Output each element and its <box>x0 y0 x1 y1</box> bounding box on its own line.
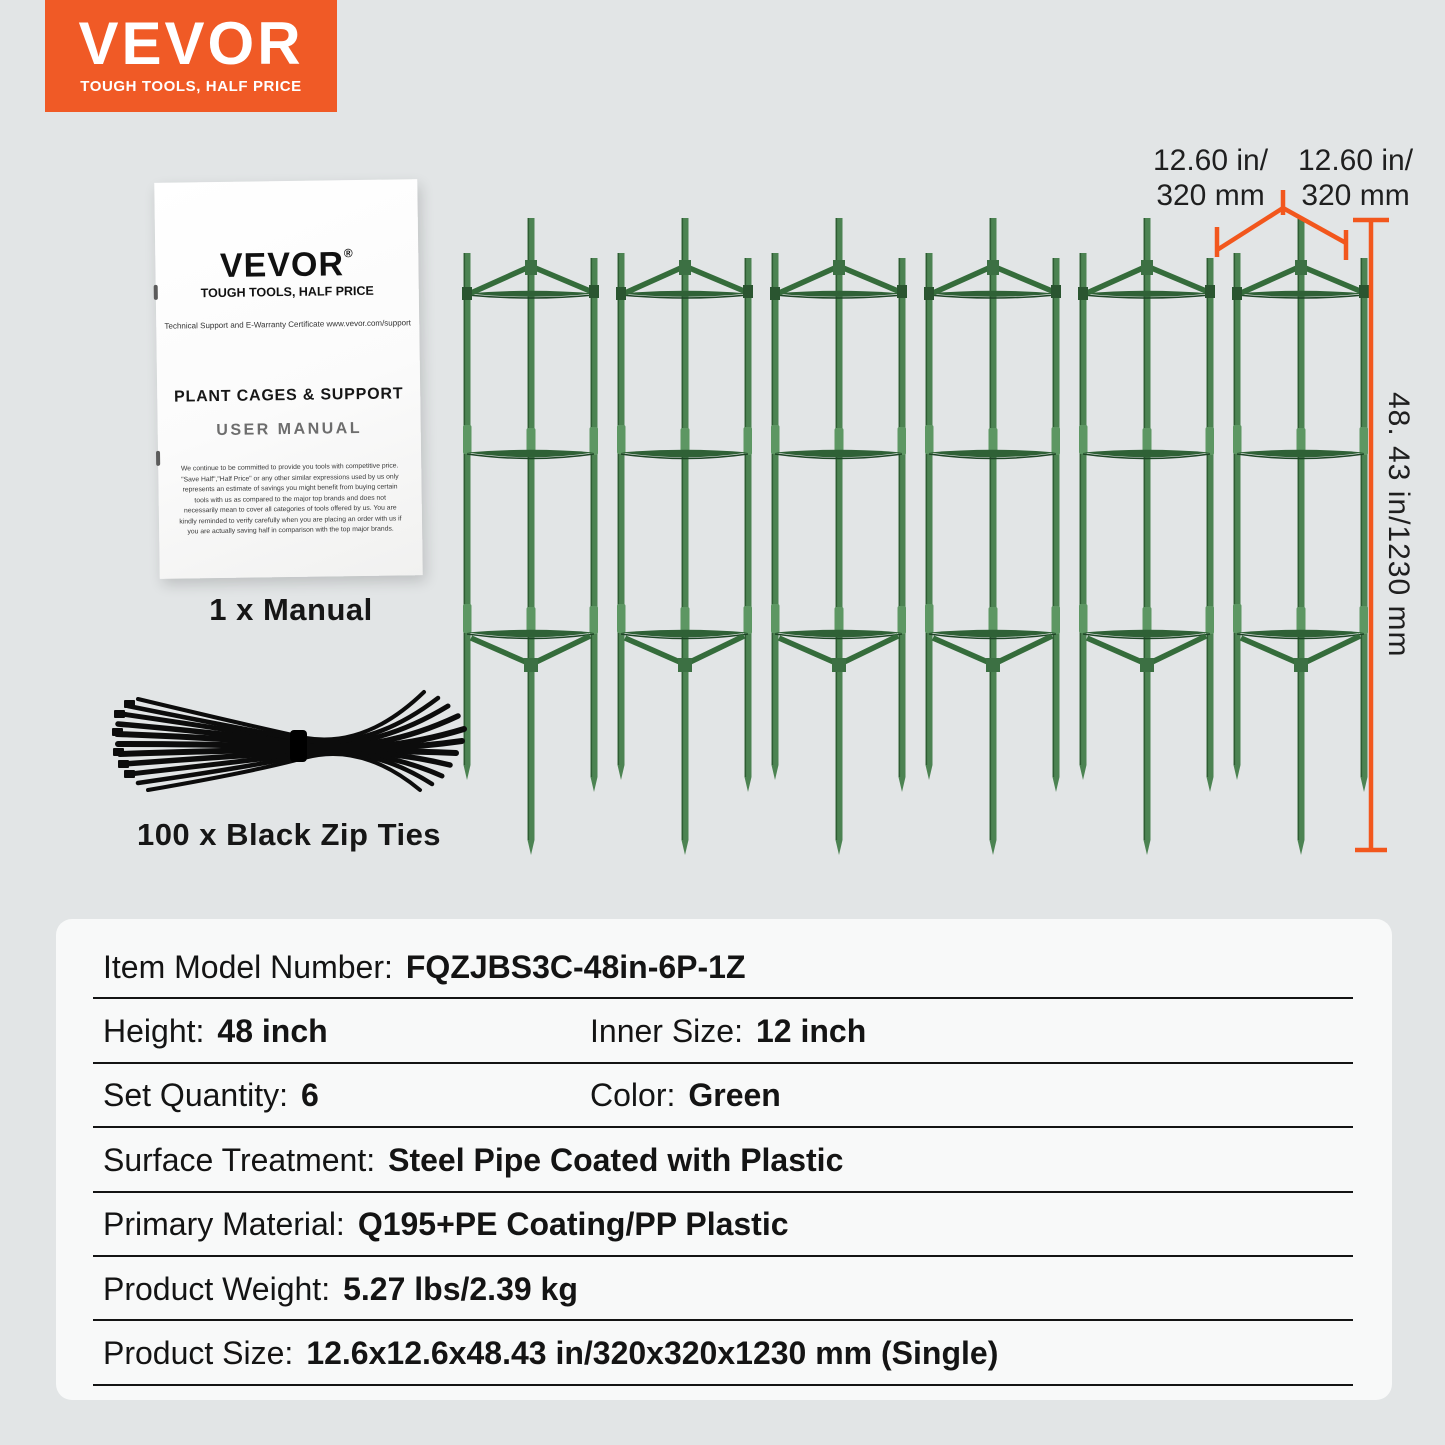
staple <box>156 451 160 466</box>
vevor-logo <box>45 0 337 112</box>
zip-ties-bundle <box>112 692 464 790</box>
manual-title: PLANT CAGES & SUPPORT <box>173 385 404 406</box>
table-row <box>56 1257 1392 1321</box>
spec-table <box>56 919 1392 1400</box>
dimension-label-width-left: 12.60 in/ 320 mm <box>1152 144 1269 212</box>
table-row <box>56 1064 1392 1128</box>
spec-item-model-number: Item Model Number: FQZJBS3C-48in-6P-1Z <box>103 948 746 985</box>
staple <box>154 285 158 300</box>
spec-surface-treatment: Surface Treatment: Steel Pipe Coated with Plastic <box>103 1141 844 1178</box>
dimension-label-height: 48. 43 in/1230 mm <box>1382 392 1415 658</box>
plant-cage <box>616 218 753 855</box>
user-manual <box>154 179 423 579</box>
dimension-label-width-right: 12.60 in/ 320 mm <box>1297 144 1414 212</box>
vevor-logo-text: VEVOR <box>78 10 304 77</box>
table-row <box>56 1321 1392 1385</box>
spec-product-size: Product Size: 12.6x12.6x48.43 in/320x320x1230 mm (Single) <box>103 1335 999 1372</box>
spec-set-quantity: Set Quantity: 6 <box>103 1077 319 1114</box>
plant-cage <box>924 218 1061 855</box>
spec-height: Height: 48 inch <box>103 1013 328 1050</box>
spec-color: Color: Green <box>590 1077 781 1114</box>
table-row <box>56 1193 1392 1257</box>
manual-fine-print: We continue to be committed to provide you tools with competitive price. "Save Half","Half Price" or any other similar expressions used by us only represents an estimate of savings you might benefit from buying certain tools with us as compared to the major top brands and does not necessarily mean to cover all categories of tools offered by us. You are kindly reminded to verify carefully when you are placing an order with us if you are actually saving half in comparison with the top major brands. <box>179 462 402 536</box>
manual-brand: VEVOR® <box>219 245 354 285</box>
spec-inner-size: Inner Size: 12 inch <box>590 1013 867 1050</box>
plant-cage <box>770 218 907 855</box>
manual-support-line: Technical Support and E-Warranty Certificate www.vevor.com/support <box>164 318 412 331</box>
vevor-logo-tagline: TOUGH TOOLS, HALF PRICE <box>80 78 302 95</box>
zip-ties-caption: 100 x Black Zip Ties <box>136 817 442 852</box>
registered-mark: ® <box>343 246 354 261</box>
spec-primary-material: Primary Material: Q195+PE Coating/PP Plastic <box>103 1206 789 1243</box>
table-row <box>56 999 1392 1063</box>
plant-cage <box>462 218 599 855</box>
manual-caption: 1 x Manual <box>209 592 373 627</box>
table-row <box>56 1128 1392 1192</box>
table-row <box>56 935 1392 999</box>
plant-cage <box>1232 218 1369 855</box>
manual-tagline: TOUGH TOOLS, HALF PRICE <box>200 283 374 301</box>
manual-subtitle: USER MANUAL <box>216 419 363 440</box>
spec-product-weight: Product Weight: 5.27 lbs/2.39 kg <box>103 1270 578 1307</box>
divider <box>93 1384 1353 1386</box>
plant-cage <box>1078 218 1215 855</box>
